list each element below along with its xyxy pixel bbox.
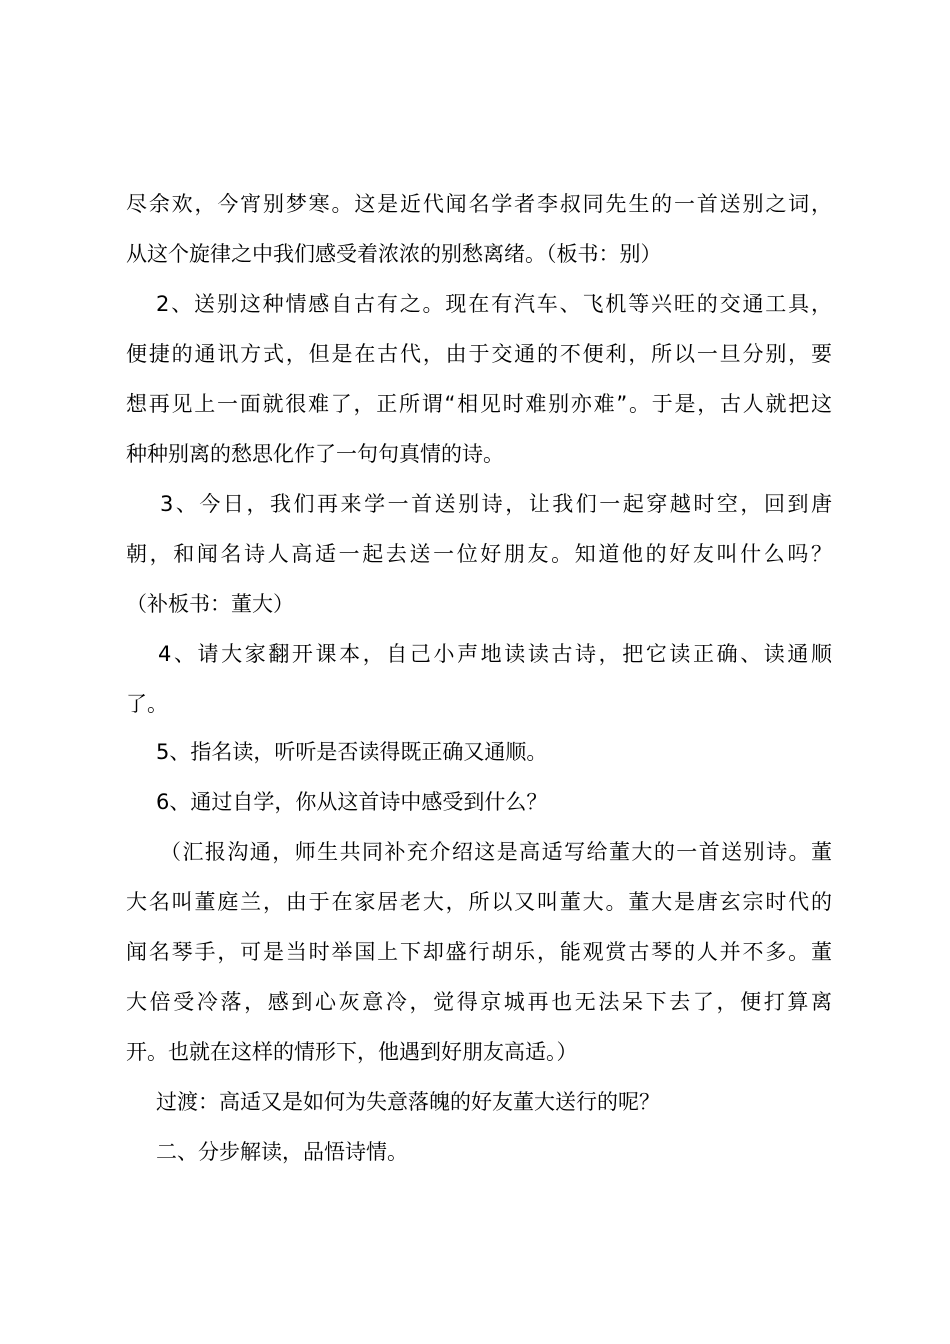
section-heading: 二、分步解读，品悟诗情。: [156, 1140, 408, 1164]
text-line: 5、指名读，听听是否读得既正确又通顺。: [156, 740, 548, 764]
text-line: 过渡：高适又是如何为失意落魄的好友董大送行的呢？: [156, 1090, 660, 1114]
text-line: 4、请大家翻开课本，自己小声地读读古诗，把它读正确、读通顺: [158, 642, 832, 666]
text-line: 大名叫董庭兰，由于在家居老大，所以又叫董大。董大是唐玄宗时代的: [126, 890, 832, 914]
text-line: 朝，和闻名诗人高适一起去送一位好朋友。知道他的好友叫什么吗？: [126, 542, 832, 566]
text-line: 2、送别这种情感自古有之。现在有汽车、飞机等兴旺的交通工具，: [156, 292, 832, 316]
text-line: 3、今日，我们再来学一首送别诗，让我们一起穿越时空，回到唐: [160, 492, 832, 516]
text-line: （汇报沟通，师生共同补充介绍这是高适写给董大的一首送别诗。董: [160, 840, 832, 864]
text-line: 从这个旋律之中我们感受着浓浓的别愁离绪。（板书：别）: [126, 242, 662, 266]
text-line: 了。: [126, 692, 168, 716]
text-line: 大倍受冷落，感到心灰意冷，觉得京城再也无法呆下去了，便打算离: [126, 990, 832, 1014]
text-line: 闻名琴手，可是当时举国上下却盛行胡乐，能观赏古琴的人并不多。董: [126, 940, 832, 964]
text-line: 6、通过自学，你从这首诗中感受到什么？: [156, 790, 548, 814]
text-line: 便捷的通讯方式，但是在古代，由于交通的不便利，所以一旦分别，要: [126, 342, 832, 366]
text-line: 想再见上一面就很难了，正所谓“相见时难别亦难”。于是，古人就把这: [126, 392, 832, 416]
text-line: （补板书：董大）: [126, 592, 294, 616]
text-line: 开。也就在这样的情形下，他遇到好朋友高适。）: [126, 1040, 578, 1064]
text-line: 种种别离的愁思化作了一句句真情的诗。: [126, 442, 504, 466]
text-line: 尽余欢，今宵别梦寒。这是近代闻名学者李叔同先生的一首送别之词，: [126, 192, 832, 216]
